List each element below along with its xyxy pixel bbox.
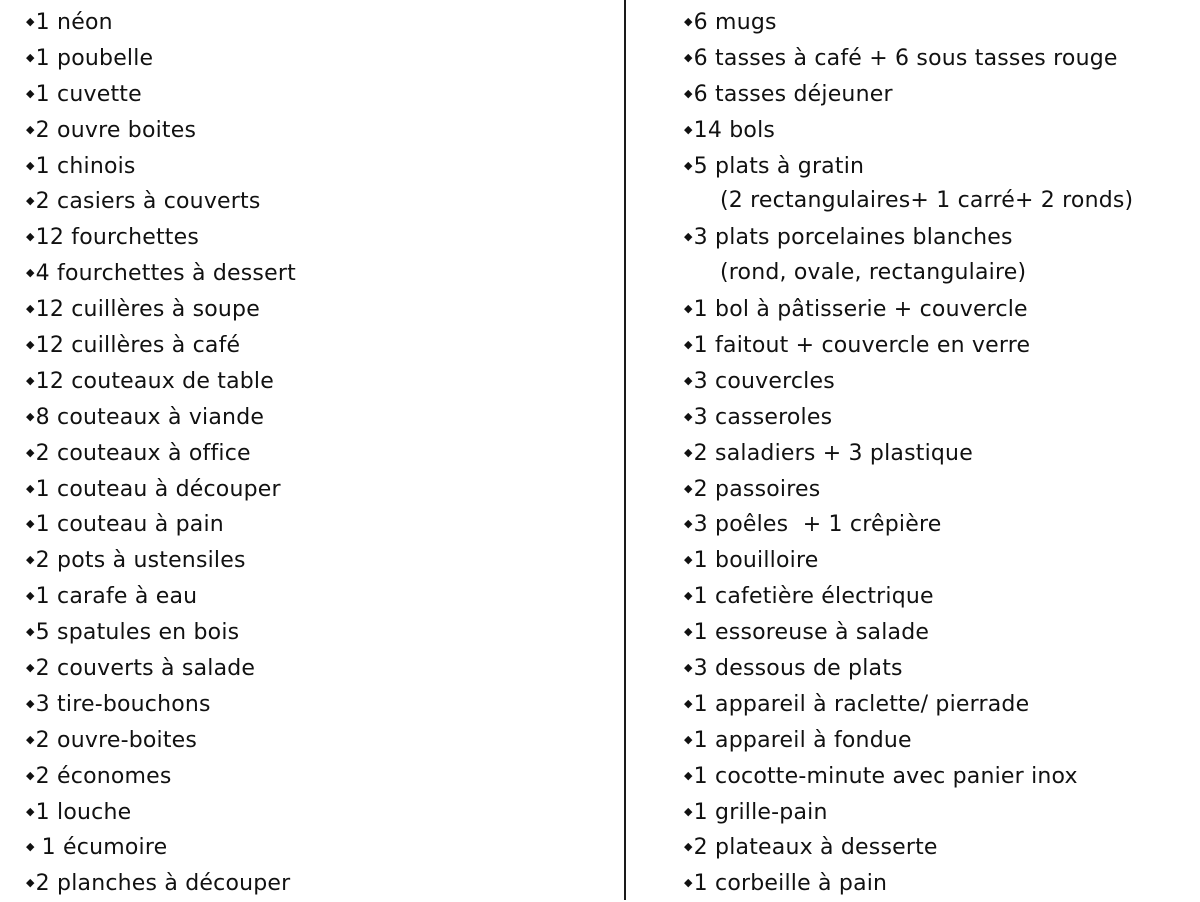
diamond-bullet-icon: ◆: [26, 876, 35, 890]
list-item: ◆2 pots à ustensiles: [26, 542, 606, 578]
column-divider: [624, 0, 626, 900]
diamond-bullet-icon: ◆: [684, 696, 693, 710]
list-item: ◆6 mugs: [684, 4, 1184, 40]
diamond-bullet-icon: ◆: [26, 302, 35, 316]
list-item: ◆6 tasses déjeuner: [684, 76, 1184, 112]
diamond-bullet-icon: ◆: [26, 194, 35, 208]
list-item: ◆1 appareil à fondue: [684, 722, 1184, 758]
diamond-bullet-icon: ◆: [26, 661, 35, 675]
diamond-bullet-icon: ◆: [684, 409, 693, 423]
diamond-bullet-icon: ◆: [26, 517, 35, 531]
diamond-bullet-icon: ◆: [684, 589, 693, 603]
diamond-bullet-icon: ◆: [26, 625, 35, 639]
diamond-bullet-icon: ◆: [26, 732, 35, 746]
list-item: ◆1 néon: [26, 4, 606, 40]
diamond-bullet-icon: ◆: [684, 804, 693, 818]
diamond-bullet-icon: ◆: [684, 338, 693, 352]
diamond-bullet-icon: ◆: [26, 15, 35, 28]
diamond-bullet-icon: ◆: [684, 840, 693, 854]
list-item: ◆3 dessous de plats: [684, 650, 1184, 686]
list-item: ◆1 grille-pain: [684, 794, 1184, 830]
diamond-bullet-icon: ◆: [26, 840, 35, 854]
diamond-bullet-icon: ◆: [684, 122, 693, 136]
diamond-bullet-icon: ◆: [684, 302, 693, 316]
diamond-bullet-icon: ◆: [26, 158, 35, 172]
list-item: ◆5 spatules en bois: [26, 614, 606, 650]
list-item: ◆12 cuillères à soupe: [26, 291, 606, 327]
list-item-continuation: (2 rectangulaires+ 1 carré+ 2 ronds): [720, 188, 1134, 214]
right-column-list: [684, 4, 1184, 901]
list-item: ◆3 couvercles: [684, 363, 1184, 399]
diamond-bullet-icon: ◆: [684, 625, 693, 639]
list-item: ◆12 couteaux de table: [26, 363, 606, 399]
list-item: ◆3 plats porcelaines blanches: [684, 219, 1184, 255]
list-item: ◆1 bol à pâtisserie + couvercle: [684, 291, 1184, 327]
diamond-bullet-icon: ◆: [684, 158, 693, 172]
diamond-bullet-icon: ◆: [26, 804, 35, 818]
diamond-bullet-icon: ◆: [684, 373, 693, 387]
list-item: ◆4 fourchettes à dessert: [26, 255, 606, 291]
list-item: ◆5 plats à gratin: [684, 148, 1184, 184]
list-item: ◆3 poêles + 1 crêpière: [684, 506, 1184, 542]
left-column-list: [26, 4, 606, 901]
list-item: ◆1 essoreuse à salade: [684, 614, 1184, 650]
list-item: ◆2 planches à découper: [26, 865, 606, 901]
diamond-bullet-icon: ◆: [684, 661, 693, 675]
diamond-bullet-icon: ◆: [684, 768, 693, 782]
diamond-bullet-icon: ◆: [684, 50, 693, 64]
list-item: ◆2 économes: [26, 758, 606, 794]
diamond-bullet-icon: ◆: [26, 266, 35, 280]
list-item: ◆1 appareil à raclette/ pierrade: [684, 686, 1184, 722]
diamond-bullet-icon: ◆: [26, 553, 35, 567]
list-item: ◆1 couteau à pain: [26, 506, 606, 542]
list-item: ◆8 couteaux à viande: [26, 399, 606, 435]
diamond-bullet-icon: ◆: [684, 15, 693, 28]
list-item: ◆1 cuvette: [26, 76, 606, 112]
diamond-bullet-icon: ◆: [684, 732, 693, 746]
diamond-bullet-icon: ◆: [26, 122, 35, 136]
list-item: ◆12 cuillères à café: [26, 327, 606, 363]
list-item: ◆2 ouvre boites: [26, 112, 606, 148]
diamond-bullet-icon: ◆: [684, 230, 693, 244]
list-item: ◆2 casiers à couverts: [26, 183, 606, 219]
list-item: ◆2 ouvre-boites: [26, 722, 606, 758]
list-item: ◆2 plateaux à desserte: [684, 829, 1184, 865]
diamond-bullet-icon: ◆: [684, 517, 693, 531]
list-item: ◆1 corbeille à pain: [684, 865, 1184, 901]
diamond-bullet-icon: ◆: [26, 86, 35, 100]
list-item: ◆1 cocotte-minute avec panier inox: [684, 758, 1184, 794]
diamond-bullet-icon: ◆: [26, 50, 35, 64]
list-item: ◆1 louche: [26, 794, 606, 830]
list-item: ◆1 couteau à découper: [26, 471, 606, 507]
list-item: ◆6 tasses à café + 6 sous tasses rouge: [684, 40, 1184, 76]
diamond-bullet-icon: ◆: [26, 338, 35, 352]
diamond-bullet-icon: ◆: [26, 409, 35, 423]
diamond-bullet-icon: ◆: [26, 696, 35, 710]
list-item: ◆1 poubelle: [26, 40, 606, 76]
diamond-bullet-icon: ◆: [26, 481, 35, 495]
list-item: ◆2 couteaux à office: [26, 435, 606, 471]
diamond-bullet-icon: ◆: [26, 230, 35, 244]
diamond-bullet-icon: ◆: [26, 445, 35, 459]
list-item: ◆2 passoires: [684, 471, 1184, 507]
list-item: ◆1 cafetière électrique: [684, 578, 1184, 614]
list-item: ◆1 chinois: [26, 148, 606, 184]
list-item: ◆1 carafe à eau: [26, 578, 606, 614]
list-item-continuation: (rond, ovale, rectangulaire): [720, 260, 1027, 286]
diamond-bullet-icon: ◆: [684, 876, 693, 890]
list-item: ◆2 couverts à salade: [26, 650, 606, 686]
list-item: ◆12 fourchettes: [26, 219, 606, 255]
list-item: ◆2 saladiers + 3 plastique: [684, 435, 1184, 471]
list-item: ◆3 casseroles: [684, 399, 1184, 435]
list-item: ◆ 1 écumoire: [26, 829, 606, 865]
diamond-bullet-icon: ◆: [26, 768, 35, 782]
diamond-bullet-icon: ◆: [684, 553, 693, 567]
diamond-bullet-icon: ◆: [684, 86, 693, 100]
list-item: ◆1 faitout + couvercle en verre: [684, 327, 1184, 363]
list-item: ◆1 bouilloire: [684, 542, 1184, 578]
list-item: ◆14 bols: [684, 112, 1184, 148]
list-item: ◆3 tire-bouchons: [26, 686, 606, 722]
diamond-bullet-icon: ◆: [684, 445, 693, 459]
diamond-bullet-icon: ◆: [26, 373, 35, 387]
diamond-bullet-icon: ◆: [684, 481, 693, 495]
diamond-bullet-icon: ◆: [26, 589, 35, 603]
